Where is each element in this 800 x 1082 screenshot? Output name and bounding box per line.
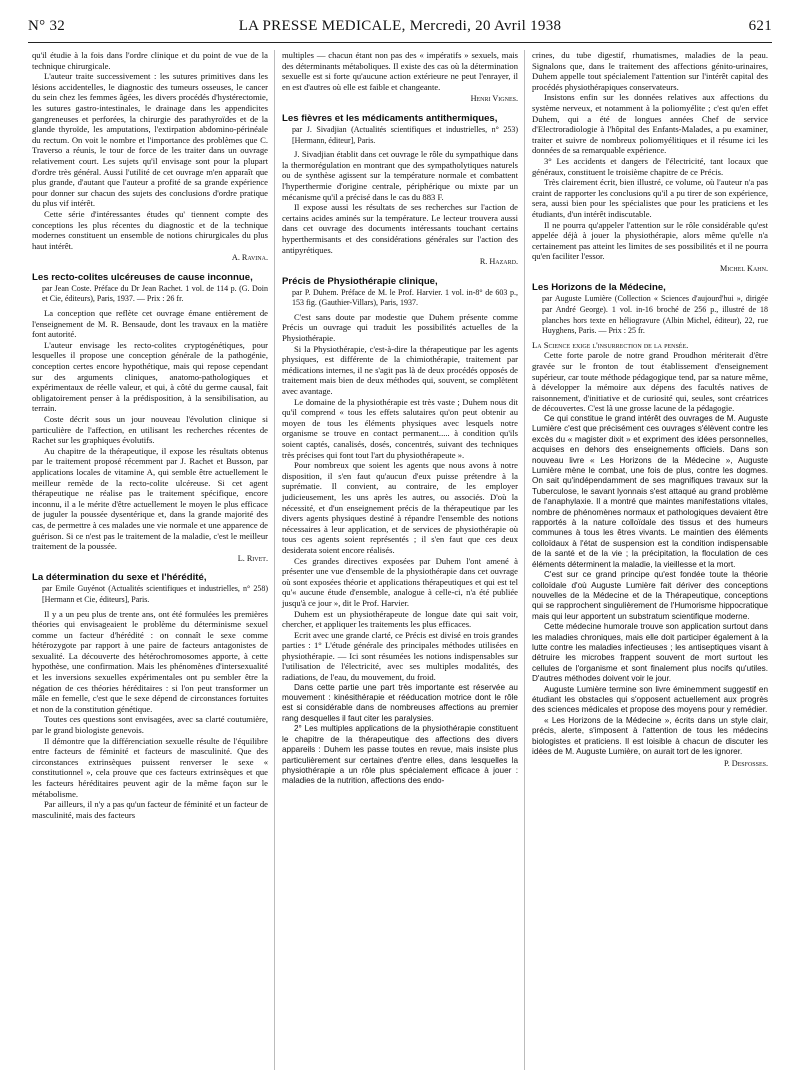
- paragraph: L'auteur traite successivement : les sutures primitives dans les lésions accidentelles, le diagnostic des tumeurs osseuses, le cancer du sein chez les femmes âgées, les divers procédés d'hystérectomie, les sutures gastro-intestinales, le drainage dans les appendicites gangreneuses et perforées, la chirurgie des parathyroïdes et de la glande thyroïde, les amputations, l'extirpation abdomino-périnéale du rectum. On voit le nombre et l'importance des problèmes que C. Traverso a réunis, le tour de force de les traiter dans un ouvrage relativement court. Les sujets qu'il envisage sont pour la plupart d'ordre très général. Aussi l'utilité de cet ouvrage m'en apparaît que plus grande, d'autant que l'auteur a profité de sa grande expérience pour donner sur chacun des sujets des conclusions d'ordre pratique du plus vif intérêt.: [32, 71, 268, 209]
- author-signature: P. Desfosses.: [723, 759, 768, 769]
- paragraph: Il ne pourra qu'appeler l'attention sur le rôle considérable qu'est appelée déjà à jouer la physiothérapie, alors même qu'elle n'a certainement pas atteint les limites de ses possibilités et il ne pourra qu'en faciliter l'essor.: [532, 219, 768, 262]
- paragraph: J. Sivadjian établit dans cet ouvrage le rôle du sympathique dans la thermorégulation en montrant que des sympatholytiques naturels ou de synthèse agissent sur la température normale et combattent l'hyperthermie d'origine centrale, périphérique ou mixte par un mécanisme qu'il a précisé dans le cas du 883 F.: [282, 149, 518, 202]
- paragraph: Auguste Lumière termine son livre éminemment suggestif en étudiant les obstacles qui s'opposent actuellement aux progrès des sciences médicales et propose des moyens pour y remédier.: [532, 684, 768, 715]
- paragraph: Le domaine de la physiothérapie est très vaste ; Duhem nous dit qu'il comprend « tous les effets salutaires qu'on peut obtenir au moyen de tous les éléments physiques avec lesquels notre organisme se trouve en contact permanent..... à condition qu'ils soient captés, canalisés, dosés, concentrés, suivant des techniques très précises qui font tout l'art du physiothérapeute ».: [282, 396, 518, 460]
- paragraph: Cette forte parole de notre grand Proudhon mériterait d'être gravée sur le fronton de tout établissement d'enseignement supérieur, car toute méthode pédagogique tend, par sa nature même, à développer la mémoire aux dépens des facultés natives de raisonnement, d'initiative et de curiosité qui, seules, sont créatrices de découvertes. C'est là une grosse lacune de la pédagogie.: [532, 350, 768, 414]
- paragraph: Dans cette partie une part très importante est réservée au mouvement : kinésithérapie et rééducation motrice dont le rôle est si considérable dans de nombreuses affections au premier rang desquelles il faut citer les paralysies.: [282, 682, 518, 723]
- paragraph: Par ailleurs, il n'y a pas qu'un facteur de féminité et un facteur de masculinité, mais des facteurs: [32, 799, 268, 820]
- paragraph: C'est sur ce grand principe qu'est fondée toute la théorie colloïdale d'où Auguste Lumière fait dériver des conceptions nouvelles de la Médecine et de la Thérapeutique, conceptions qui se rapprochent singulièrement de l'Humorisme hippocratique mais qui leur apportent un substratum scientifique moderne.: [532, 570, 768, 621]
- paragraph: Toutes ces questions sont envisagées, avec sa clarté coutumière, par le grand biologiste genevois.: [32, 714, 268, 736]
- paragraph: Ecrit avec une grande clarté, ce Précis est divisé en trois grandes parties : 1° L'étude générale des principales méthodes utilisées en physiothérapie. — Ici sont résumées les notions indispensables sur l'utilisation de l'électricité, avec ses multiples modalités, des radiations, de l'eau, du mouvement, du froid.: [282, 629, 518, 683]
- paragraph: Très clairement écrit, bien illustré, ce volume, où l'auteur n'a pas craint de rapporter les conclusions qu'il a pu tirer de son expérience, sera, aussi bien pour les spécialistes que pour les praticiens et les étudiants, d'un intérêt indiscutable.: [532, 177, 768, 219]
- column-1: [32, 50, 268, 820]
- paragraph: Duhem est un physiothérapeute de longue date qui sait voir, chercher, et appliquer les traitements les plus efficaces.: [282, 608, 518, 630]
- paragraph: Si la Physiothérapie, c'est-à-dire la thérapeutique par les agents physiques, est différente de la chimiothérapie, traitement par médications internes, il ne s'agit pas là de deux procédés opposés de traitement mais bien de deux méthodes qui, souvent, se complètent avec avantage.: [282, 343, 518, 397]
- book-reference: par J. Sivadjian (Actualités scientifiques et industrielles, n° 253) [Hermann, éditeur], Paris.: [292, 124, 518, 145]
- issue-number: N° 32: [28, 18, 66, 34]
- paragraph: Il y a un peu plus de trente ans, ont été formulées les premières théories qui envisageaient le problème du déterminisme sexuel comme un facteur d'hérédité : on connaît le sexe comme hétérozygote par rapport à une paire de facteurs antagonistes de sexualité. La découverte des hétérochromosomes apporte, à cette hypothèse, une confirmation. Mais les phénomènes d'intersexualité et les inversions sexuelles expérimentales ont pu sembler être la négation de ces théories héréditaires : si l'on peut transformer un mâle en femelle, c'est que le sexe dépend de circonstances fortuites et non de la constitution génétique.: [32, 608, 268, 714]
- paragraph: Cette médecine humorale trouve son application surtout dans les maladies chroniques, mais elle doit participer également à la lutte contre les maladies infectieuses ; les antiseptiques visant à détruire les microbes frappent souvent de mort surtout les cellules de l'organisme et sont finalement plus nocifs qu'utiles. D'autres méthodes doivent voir le jour.: [532, 622, 768, 684]
- review-title: La détermination du sexe et l'hérédité,: [32, 572, 207, 584]
- paragraph: 2° Les multiples applications de la physiothérapie constituent le chapitre de la thérapeutique des affections des divers appareils : Duhem les passe toutes en revue, mais insiste plus particulièrement sur certaines d'entre elles, dans lesquelles la physiothérapie a un rôle plus spécialement efficace à jouer : maladies de la nutrition, affections des endo-: [282, 724, 518, 786]
- column-divider: [524, 50, 525, 1070]
- paragraph: C'est sans doute par modestie que Duhem présente comme Précis un ouvrage qui traduit les possibilités actuelles de la Physiothérapie.: [282, 311, 518, 344]
- book-reference: par P. Duhem. Préface de M. le Prof. Harvier. 1 vol. in-8° de 603 p., 153 fig. (Gauthier-Villars), Paris, 1937.: [292, 287, 518, 308]
- header-rule: [28, 42, 772, 43]
- author-signature: R. Hazard.: [479, 257, 518, 267]
- paragraph: L'auteur envisage les recto-colites cryptogénétiques, pour lesquelles il propose une conception générale de la pathogénie, conception certes encore hypothétique, mais qui repose cependant sur des arguments cliniques, anatomo-pathologiques et expérimentaux de réelle valeur, et qui, à côté du germe causal, fait obligatoirement penser à la prédisposition, à la sensibilisation, au terrain.: [32, 339, 268, 414]
- page-number: 621: [748, 18, 772, 34]
- page-header: [28, 18, 772, 40]
- paragraph: 3° Les accidents et dangers de l'électricité, tant locaux que généraux, constituent le troisième chapitre de ce Précis.: [532, 155, 768, 177]
- author-signature: A. Ravina.: [231, 253, 268, 263]
- paragraph: Au chapitre de la thérapeutique, il expose les résultats obtenus par le traitement proposé récemment par J. Rachet et Busson, par applications locales de vitamine A, qui semble être actuellement le meilleur remède de la recto-colite ulcéreuse. Si cet agent thérapeutique ne réalise pas le traitement spécifique, encore inconnu, il a le mérite d'être actuellement le moyen le plus efficace de juguler la poussée dysentérique et, dans la grande majorité des cas, de permettre à ces malades une vie normale et une apparence de guérison. Si ce n'est pas le traitement de la maladie, c'est le meilleur traitement de la poussée.: [32, 445, 268, 552]
- paragraph: Cette série d'intéressantes études qu' tiennent compte des conceptions les plus récentes du diagnostic et de la technique modernes constituent un ensemble de notions chirurgicales du plus haut intérêt.: [32, 208, 268, 251]
- paragraph: Il démontre que la différenciation sexuelle résulte de l'équilibre entre facteurs de féminité et facteurs de masculinité. Que des circonstances extrinsèques puissent renverser le sexe « constitutionnel », cela prouve que ces facteurs extrinsèques et que les facteurs héréditaires peuvent agir de la même façon sur le métabolisme.: [32, 735, 268, 799]
- paragraph: La conception que reflète cet ouvrage émane entièrement de l'enseignement de M. R. Bensaude, dont les travaux en la matière font autorité.: [32, 308, 268, 340]
- paragraph: multiples — chacun étant non pas des « impératifs » sexuels, mais des déterminants métaboliques. Il existe des cas où la détermination sexuelle est si forte qu'aucune action extérieure ne peut l'enrayer, il en est d'autres où elle est faible et changeante.: [282, 50, 518, 92]
- paragraph: Ce qui constitue le grand intérêt des ouvrages de M. Auguste Lumière c'est que précisément ces ouvrages s'élèvent contre les excès du « magister dixit » et expriment des idées personnelles, acquises en dehors des enseignements officiels. Dans son nouveau livre « Les Horizons de la Médecine », Auguste Lumière mène le combat, une fois de plus, contre les dogmes. On sait qu'indépendamment de ses magnifiques travaux sur la Tuberculose, le savant lyonnais s'est attaqué au grand problème de l'anaphylaxie. Il a montré que maintes manifestations vitales, nombre de phénomènes normaux et pathologiques devaient être rapportés à la nature colloïdale des tissus et des humeurs communes à tous les êtres vivants. Le maintien des éléments colloïdaux à l'état de suspension est la condition indispensable de la santé et de la vie ; la précipitation, la floculation de ces éléments déterminent la maladie, la vieillesse et la mort.: [532, 414, 768, 569]
- author-signature: Henri Vignes.: [470, 94, 518, 104]
- paragraph: Coste décrit sous un jour nouveau l'évolution clinique si particulière de l'affection, en utilisant les recherches récentes de Rachet sur les graphiques évolutifs.: [32, 414, 268, 446]
- author-signature: Michel Kahn.: [720, 263, 768, 273]
- epigraph: La Science exige l'insurrection de la pensée.: [532, 339, 689, 350]
- paragraph: Ces grandes directives exposées par Duhem l'ont amené à présenter une vue d'ensemble de la physiothérapie dans cet ouvrage où sont exposées théorie et applications thérapeutiques et qui est tel qu'« aucune étude d'ensemble, analogue à celle-ci, n'a été publiée jusqu'à ce jour », dit le Prof. Harvier.: [282, 555, 518, 608]
- book-reference: par Emile Guyénot (Actualités scientifiques et industrielles, n° 258) [Hermann et Cie, éditeurs], Paris.: [42, 584, 268, 604]
- column-divider: [274, 50, 275, 1070]
- review-title: Les fièvres et les médicaments antithermiques,: [282, 112, 498, 124]
- paragraph: qu'il étudie à la fois dans l'ordre clinique et du point de vue de la technique chirurgicale.: [32, 50, 268, 71]
- bold-section: [532, 414, 768, 757]
- paragraph: Pour nombreux que soient les agents que nous avons à notre disposition, il s'en faut qu'aucun d'eux puisse prétendre à la suprématie. Il convient, au contraire, de les employer judicieusement, les uns après les autres, ou associés. D'où la nécessité, et d'un enseignement précis de la thérapeutique par les divers agents physiques destiné à répandre l'ensemble des notions nécessaires à leur application, et de services de physiothérapie où tous ces agents soient représentés ; il s'en faut que ces deux desiderata soient encore réalisés.: [282, 460, 518, 555]
- paragraph: Il expose aussi les résultats de ses recherches sur l'action de certains acides aminés sur la température. Le lecteur trouvera aussi dans cet ouvrage des documents intéressants touchant certains hyperthermisants et des considérations générales sur l'action des antipyrétiques.: [282, 202, 518, 255]
- author-signature: L. Rivet.: [237, 553, 268, 563]
- review-title: Précis de Physiothérapie clinique,: [282, 275, 438, 287]
- paragraph: « Les Horizons de la Médecine », écrits dans un style clair, précis, alerte, s'imposent à l'attention de tous les médecins biologistes et praticiens. Il est loisible à chacun de discuter les idées de M. Auguste Lumière, on aurait tort de les ignorer.: [532, 715, 768, 756]
- review-title: Les recto-colites ulcéreuses de cause inconnue,: [32, 271, 253, 283]
- book-reference: par Jean Coste. Préface du Dr Jean Rachet. 1 vol. de 114 p. (G. Doin et Cie, éditeurs), Paris, 1937. — Prix : 26 fr.: [42, 283, 268, 304]
- paragraph: crines, du tube digestif, rhumatismes, maladies de la peau. Signalons que, dans le traitement des affections génito-urinaires, Duhem appelle tout spécialement l'attention sur l'intérêt capital des procédés physiothérapiques conservateurs.: [532, 50, 768, 92]
- paragraph: Insistons enfin sur les données relatives aux affections du système nerveux, et notamment à la poliomyélite ; c'est qu'en effet Duhem, qui a été de longues années Chef de service d'Electroradiologie à l'hôpital des Enfants-Malades, a pu examiner, traiter et suivre de nombreux poliomyélitiques et il résume ici les données de sa remarquable expérience.: [532, 92, 768, 156]
- column-3: [532, 50, 768, 774]
- review-title: Les Horizons de la Médecine,: [532, 282, 666, 294]
- bold-section: [282, 683, 518, 787]
- column-2: [282, 50, 518, 787]
- journal-title: LA PRESSE MEDICALE, Mercredi, 20 Avril 1938: [238, 18, 562, 34]
- book-reference: par Auguste Lumière (Collection « Sciences d'aujourd'hui », dirigée par André George). 1 vol. in-16 broché de 256 p., illustré de 18 planches hors texte en héliogravure (Albin Michel, éditeur), 22, rue Huyghens, Paris. — Prix : 25 fr.: [542, 294, 768, 336]
